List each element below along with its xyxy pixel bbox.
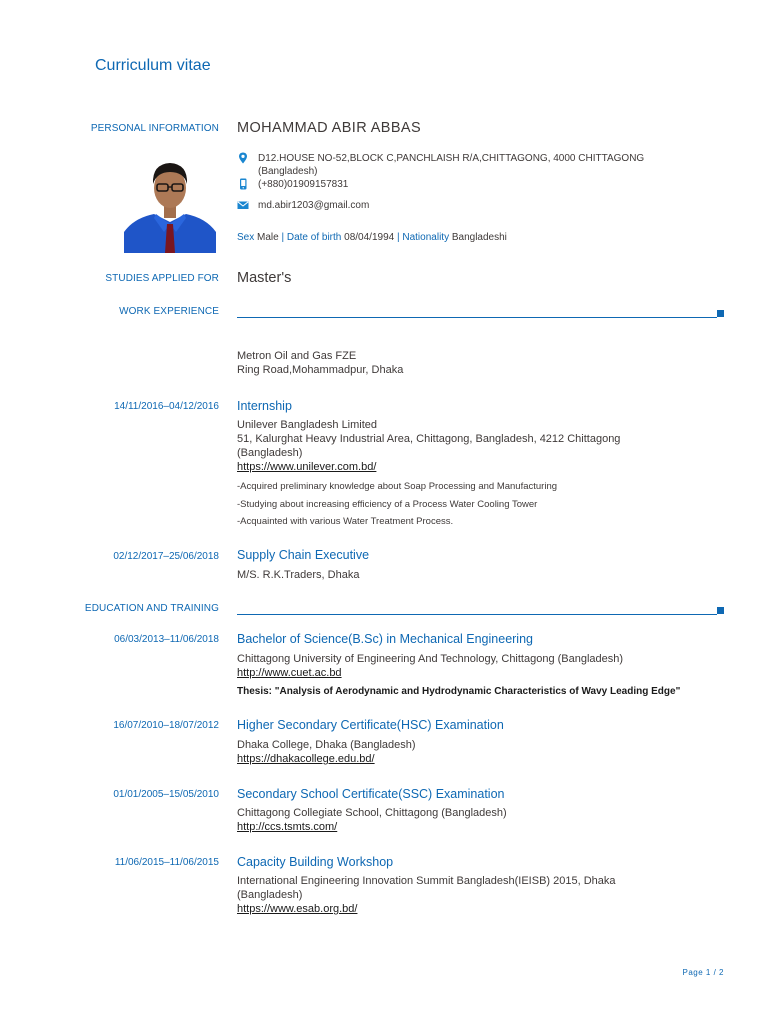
institution-website-link[interactable]: http://www.cuet.ac.bd [237,667,342,679]
education-title: Higher Secondary Certificate(HSC) Examination [237,718,504,732]
address-line-2: (Bangladesh) [258,166,318,177]
employer-name: M/S. R.K.Traders, Dhaka [237,569,360,581]
employer-website-link[interactable]: https://www.unilever.com.bd/ [237,461,377,473]
list-item: -Acquired preliminary knowledge about Soap Processing and Manufacturing [237,481,558,492]
education-dates: 06/03/2013–11/06/2018 [114,634,219,645]
work-dates: 02/12/2017–25/06/2018 [113,551,219,562]
dob-value: 08/04/1994 [344,232,395,243]
institution-website-link[interactable]: https://www.esab.org.bd/ [237,903,358,915]
nationality-label: Nationality [402,232,450,243]
education-title: Bachelor of Science(B.Sc) in Mechanical Engineering [237,632,533,646]
work-dates: 14/11/2016–04/12/2016 [114,401,219,412]
institution-website-link[interactable]: https://dhakacollege.edu.bd/ [237,753,375,765]
mobile-phone-icon [237,178,249,190]
candidate-name: MOHAMMAD ABIR ABBAS [237,120,422,136]
education-details [237,652,727,680]
employer-address: 51, Kalurghat Heavy Industrial Area, Chittagong, Bangladesh, 4212 Chittagong [237,433,621,445]
phone-number: (+880)01909157831 [258,179,349,190]
education-dates: 16/07/2010–18/07/2012 [113,720,219,731]
separator: | [281,232,285,243]
work-intro [237,349,727,377]
profile-photo [124,152,216,253]
employer-name: Metron Oil and Gas FZE [237,350,357,362]
institution-name: Chittagong Collegiate School, Chittagong (Bangladesh) [237,807,507,819]
work-title: Internship [237,399,292,413]
employer-name: Unilever Bangladesh Limited [237,419,378,431]
section-label-work-experience: WORK EXPERIENCE [119,306,219,317]
dob-label: Date of birth [286,232,342,243]
list-item: -Studying about increasing efficiency of a Process Water Cooling Tower [237,498,538,510]
studies-applied-value: Master's [237,270,292,286]
section-label-education-and-training: EDUCATION AND TRAINING [84,603,219,614]
institution-name: International Engineering Innovation Summit Bangladesh(IEISB) 2015, Dhaka [237,875,616,887]
sex-label: Sex [237,232,255,243]
list-item: -Acquainted with various Water Treatment Process. [237,516,454,527]
education-title: Capacity Building Workshop [237,855,394,869]
education-dates: 01/01/2005–15/05/2010 [113,789,219,800]
email-address[interactable]: md.abir1203@gmail.com [258,200,370,211]
education-details [237,806,727,834]
location-pin-icon [237,152,249,164]
section-divider-marker [717,607,724,614]
section-divider [237,614,717,615]
section-label-personal-information: PERSONAL INFORMATION [90,123,219,134]
institution-country: (Bangladesh) [237,889,303,901]
personal-details-line [237,232,727,243]
education-details [237,738,727,766]
work-details [237,418,727,474]
document-title: Curriculum vitae [95,57,211,74]
education-details [237,874,727,916]
thesis-title: Thesis: "Analysis of Aerodynamic and Hydrodynamic Characteristics of Wavy Leading Edge" [237,686,681,697]
work-bullet-list [237,478,727,531]
education-dates: 11/06/2015–11/06/2015 [114,857,219,868]
sex-value: Male [257,232,279,243]
institution-name: Chittagong University of Engineering And Technology, Chittagong (Bangladesh) [237,653,624,665]
nationality-value: Bangladeshi [451,232,507,243]
work-title: Supply Chain Executive [237,548,370,562]
page-number: Page 1 / 2 [682,968,724,977]
institution-name: Dhaka College, Dhaka (Bangladesh) [237,739,416,751]
institution-website-link[interactable]: http://ccs.tsmts.com/ [237,821,338,833]
employer-location: Ring Road,Mohammadpur, Dhaka [237,364,404,376]
address-line-1: D12.HOUSE NO-52,BLOCK C,PANCHLAISH R/A,CHITTAGONG, 4000 CHITTAGONG [258,153,645,164]
section-divider-marker [717,310,724,317]
section-label-studies-applied-for: STUDIES APPLIED FOR [105,273,219,284]
education-title: Secondary School Certificate(SSC) Examination [237,787,505,801]
separator: | [396,232,400,243]
employer-address-country: (Bangladesh) [237,447,303,459]
envelope-icon [237,199,249,211]
section-divider [237,317,717,318]
